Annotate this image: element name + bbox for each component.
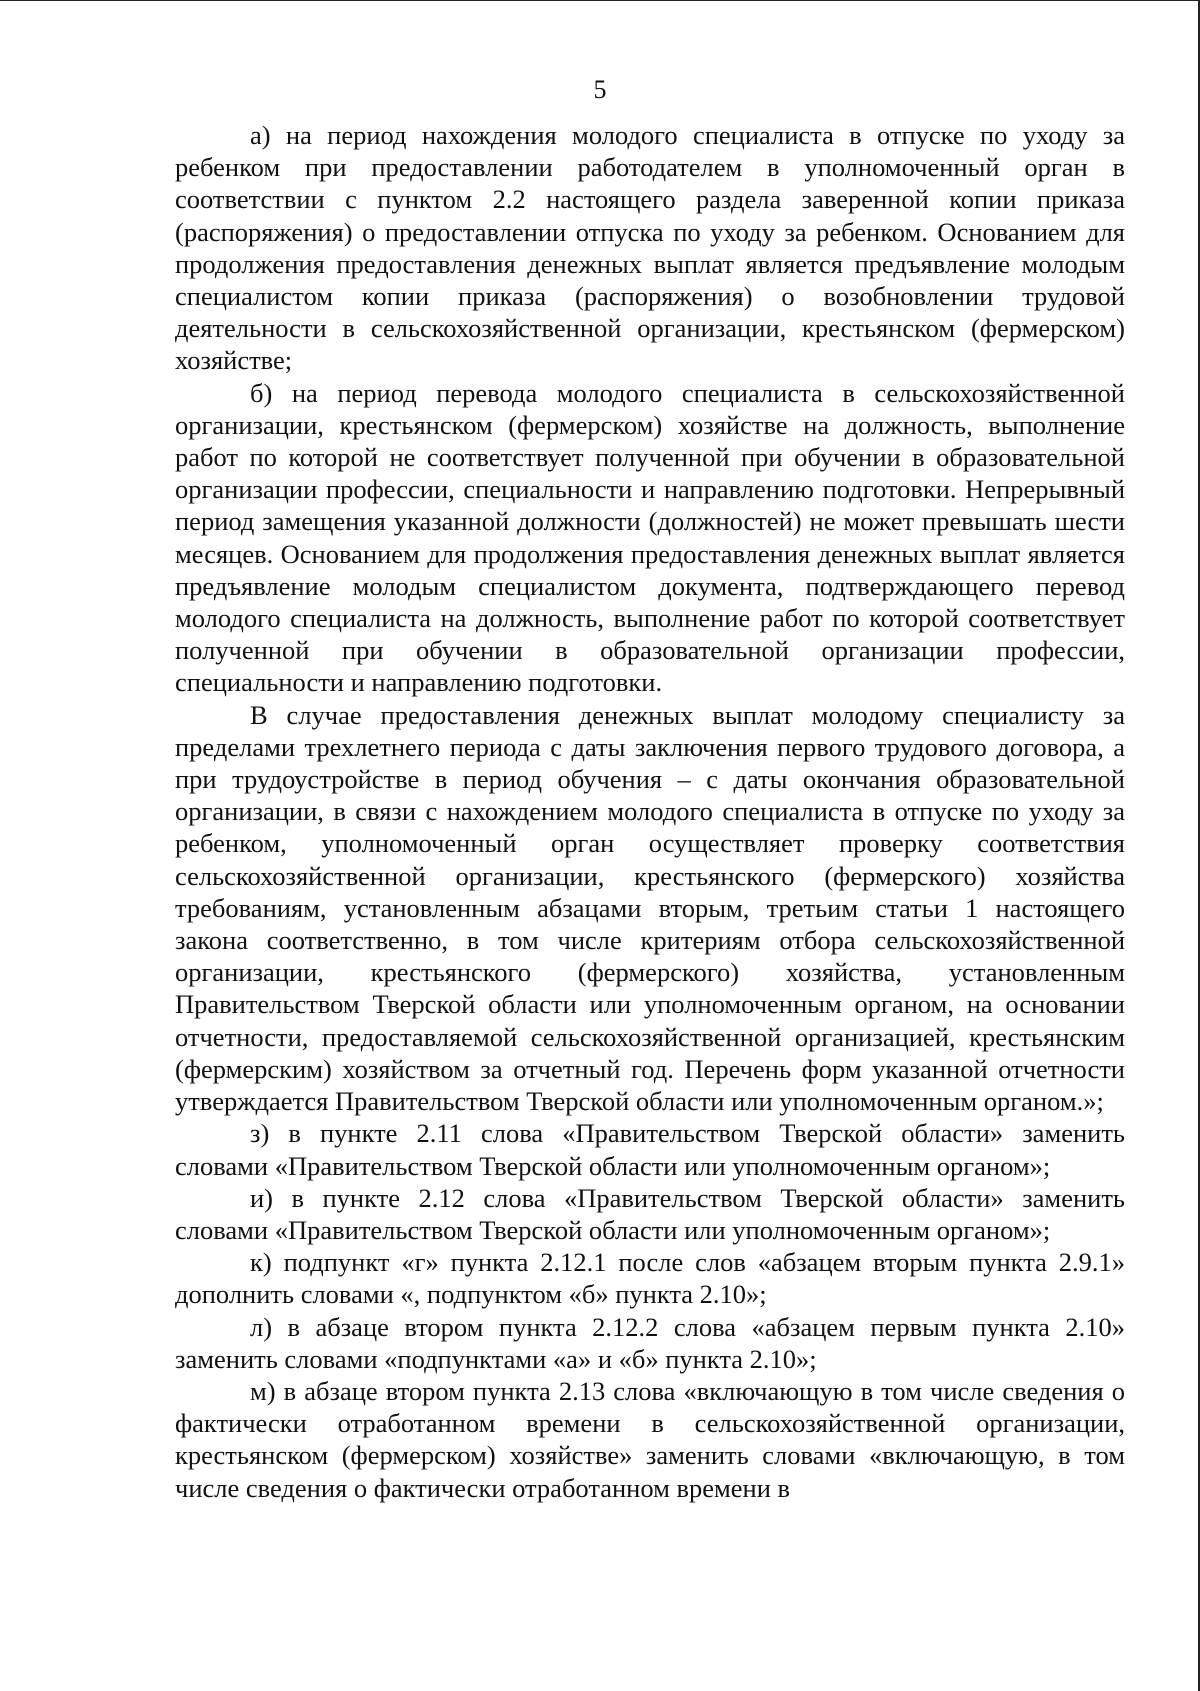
paragraph-case: В случае предоставления денежных выплат молодому специалисту за пределами трехлетнего периода с даты заключения первого трудового договора, а при трудоустройстве в период обучения – с даты окончания образовательной организации, в связи с нахождением молодого специалиста в отпуске по уходу за ребенком, уполномоченный орган осуществляет проверку соответствия сельскохозяйственной организации, крестьянского (фермерского) хозяйства требованиям, установленным абзацами вторым, третьим статьи 1 настоящего закона соответственно, в том числе критериям отбора сельскохозяйственной организации, крестьянского (фермерского) хозяйства, установленным Правительством Тверской области или уполномоченным органом, на основании отчетности, предоставляемой сельскохозяйственной организацией, крестьянским (фермерским) хозяйством за отчетный год. Перечень форм указанной отчетности утверждается Правительством Тверской области или уполномоченным органом.»; (175, 699, 1125, 1117)
paragraph-b: б) на период перевода молодого специалиста в сельскохозяйственной организации, крестьянском (фермерском) хозяйстве на должность, выполнение работ по которой не соответствует полученной при обучении в образовательной организации профессии, специальности и направлению подготовки. Непрерывный период замещения указанной должности (должностей) не может превышать шести месяцев. Основанием для продолжения предоставления денежных выплат является предъявление молодым специалистом документа, подтверждающего перевод молодого специалиста на должность, выполнение работ по которой соответствует полученной при обучении в образовательной организации профессии, специальности и направлению подготовки. (175, 377, 1125, 698)
paragraph-k: к) подпункт «г» пункта 2.12.1 после слов «абзацем вторым пункта 2.9.1» дополнить словами «, подпунктом «б» пункта 2.10»; (175, 1247, 1125, 1310)
paragraph-m: м) в абзаце втором пункта 2.13 слова «включающую в том числе сведения о фактически отработанном времени в сельскохозяйственной организации, крестьянском (фермерском) хозяйстве» заменить словами «включающую, в том числе сведения о фактически отработанном времени в (175, 1375, 1125, 1503)
paragraph-l: л) в абзаце втором пункта 2.12.2 слова «абзацем первым пункта 2.10» заменить словами «подпунктами «а» и «б» пункта 2.10»; (175, 1311, 1125, 1374)
document-body (175, 119, 1125, 1504)
top-border-line (0, 0, 1200, 1)
paragraph-a: а) на период нахождения молодого специалиста в отпуске по уходу за ребенком при предоставлении работодателем в уполномоченный орган в соответствии с пунктом 2.2 настоящего раздела заверенной копии приказа (распоряжения) о предоставлении отпуска по уходу за ребенком. Основанием для продолжения предоставления денежных выплат является предъявление молодым специалистом копии приказа (распоряжения) о возобновлении трудовой деятельности в сельскохозяйственной организации, крестьянском (фермерском) хозяйстве; (175, 120, 1125, 376)
paragraph-z: з) в пункте 2.11 слова «Правительством Тверской области» заменить словами «Правительством Тверской области или уполномоченным органом»; (175, 1118, 1125, 1181)
page-number: 5 (593, 75, 607, 104)
paragraph-i: и) в пункте 2.12 слова «Правительством Тверской области» заменить словами «Правительством Тверской области или уполномоченным органом»; (175, 1182, 1125, 1245)
